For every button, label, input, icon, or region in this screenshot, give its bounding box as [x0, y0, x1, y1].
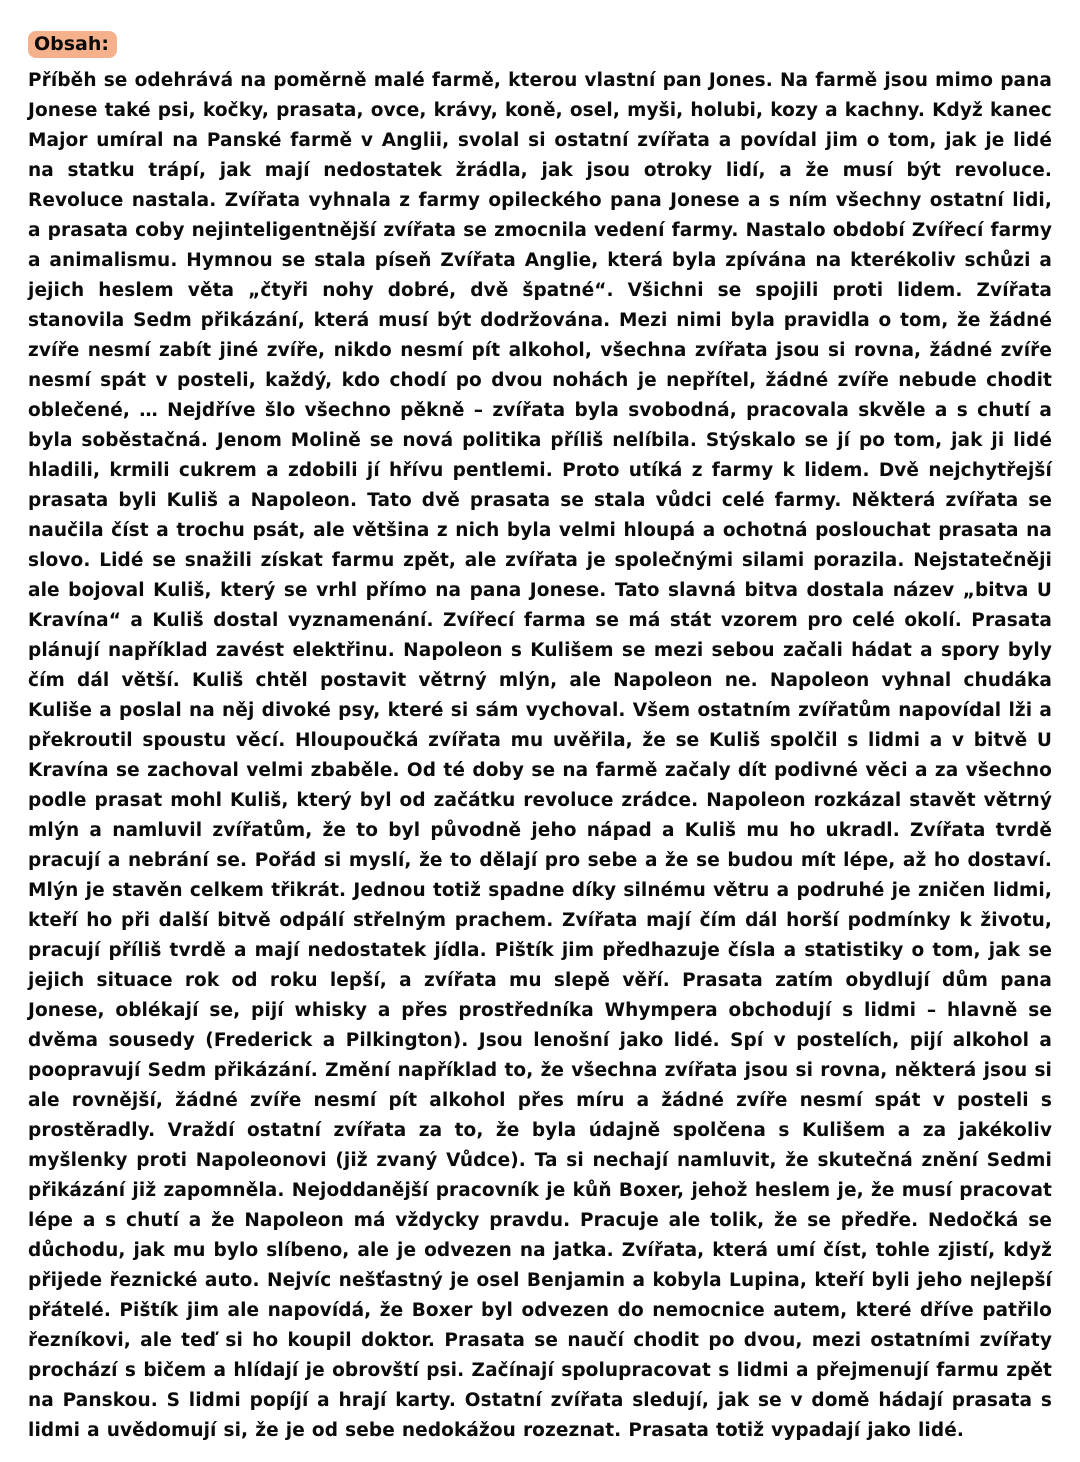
contents-heading: Obsah:: [28, 31, 117, 58]
contents-heading-row: [28, 30, 1052, 60]
story-summary-paragraph: Příběh se odehrává na poměrně malé farmě, kterou vlastní pan Jones. Na farmě jsou mimo pana Jonese také psi, kočky, prasata, ovce, krávy, koně, osel, myši, holubi, kozy a kachny. Když kanec Major umíral na Panské farmě v Anglii, svolal si ostatní zvířata a povídal jim o tom, jak je lidé na statku trápí, jak mají nedostatek žrádla, jak jsou otroky lidí, a že musí být revoluce. Revoluce nastala. Zvířata vyhnala z farmy opileckého pana Jonese a s ním všechny ostatní lidi, a prasata coby nejinteligentnější zvířata se zmocnila vedení farmy. Nastalo období Zvířecí farmy a animalismu. Hymnou se stala píseň Zvířata Anglie, která byla zpívána na kterékoliv schůzi a jejich heslem věta „čtyři nohy dobré, dvě špatné“. Všichni se spojili proti lidem. Zvířata stanovila Sedm přikázání, která musí být dodržována. Mezi nimi byla pravidla o tom, že žádné zvíře nesmí zabít jiné zvíře, nikdo nesmí pít alkohol, všechna zvířata jsou si rovna, žádné zvíře nesmí spát v posteli, každý, kdo chodí po dvou nohách je nepřítel, žádné zvíře nebude chodit oblečené, … Nejdříve šlo všechno pěkně – zvířata byla svobodná, pracovala skvěle a s chutí a byla soběstačná. Jenom Molině se nová politika příliš nelíbila. Stýskalo se jí po tom, jak ji lidé hladili, krmili cukrem a zdobili jí hřívu pentlemi. Proto utíká z farmy k lidem. Dvě nejchytřejší prasata byli Kuliš a Napoleon. Tato dvě prasata se stala vůdci celé farmy. Některá zvířata se naučila číst a trochu psát, ale většina z nich byla velmi hloupá a ochotná poslouchat prasata na slovo. Lidé se snažili získat farmu zpět, ale zvířata je společnými silami porazila. Nejstatečněji ale bojoval Kuliš, který se vrhl přímo na pana Jonese. Tato slavná bitva dostala název „bitva U Kravína“ a Kuliš dostal vyznamenání. Zvířecí farma se má stát vzorem pro celé okolí. Prasata plánují například zavést elektřinu. Napoleon s Kulišem se mezi sebou začali hádat a spory byly čím dál větší. Kuliš chtěl postavit větrný mlýn, ale Napoleon ne. Napoleon vyhnal chudáka Kuliše a poslal na něj divoké psy, které si sám vychoval. Všem ostatním zvířatům napovídal lži a překroutil spoustu věcí. Hloupoučká zvířata mu uvěřila, že se Kuliš spolčil s lidmi a v bitvě U Kravína se zachoval velmi zbaběle. Od té doby se na farmě začaly dít podivné věci a za všechno podle prasat mohl Kuliš, který byl od začátku revoluce zrádce. Napoleon rozkázal stavět větrný mlýn a namluvil zvířatům, že to byl původně jeho nápad a Kuliš mu ho ukradl. Zvířata tvrdě pracují a nebrání se. Pořád si myslí, že to dělají pro sebe a že se budou mít lépe, až ho dostaví. Mlýn je stavěn celkem třikrát. Jednou totiž spadne díky silnému větru a podruhé je zničen lidmi, kteří ho při další bitvě odpálí střelným prachem. Zvířata mají čím dál horší podmínky k životu, pracují příliš tvrdě a mají nedostatek jídla. Pištík jim předhazuje čísla a statistiky o tom, jak se jejich situace rok od roku lepší, a zvířata mu slepě věří. Prasata zatím obydlují dům pana Jonese, oblékají se, pijí whisky a přes prostředníka Whympera obchodují s lidmi – hlavně se dvěma sousedy (Frederick a Pilkington). Jsou lenošní jako lidé. Spí v postelích, pijí alkohol a poopravují Sedm přikázání. Změní například to, že všechna zvířata jsou si rovna, některá jsou si ale rovnější, žádné zvíře nesmí pít alkohol přes míru a žádné zvíře nesmí spát v posteli s prostěradly. Vraždí ostatní zvířata za to, že byla údajně spolčena s Kulišem a za jakékoliv myšlenky proti Napoleonovi (již zvaný Vůdce). Ta si nechají namluvit, že skutečná znění Sedmi přikázání již zapomněla. Nejoddanější pracovník je kůň Boxer, jehož heslem je, že musí pracovat lépe a s chutí a že Napoleon má vždycky pravdu. Pracuje ale tolik, že se předře. Nedočká se důchodu, jak mu bylo slíbeno, ale je odvezen na jatka. Zvířata, která umí číst, tohle zjistí, když přijede řeznické auto. Nejvíc nešťastný je osel Benjamin a kobyla Lupina, kteří byli jeho nejlepší přátelé. Pištík jim ale napovídá, že Boxer byl odvezen do nemocnice autem, které dříve patřilo řezníkovi, ale teď si ho koupil doktor. Prasata se naučí chodit po dvou, mezi ostatními zvířaty prochází s bičem a hlídají je obrovští psi. Začínají spolupracovat s lidmi a přejmenují farmu zpět na Panskou. S lidmi popíjí a hrají karty. Ostatní zvířata sledují, jak se v domě hádají prasata s lidmi a uvědomují si, že je od sebe nedokážou rozeznat. Prasata totiž vypadají jako lidé.: [28, 70, 1052, 1441]
